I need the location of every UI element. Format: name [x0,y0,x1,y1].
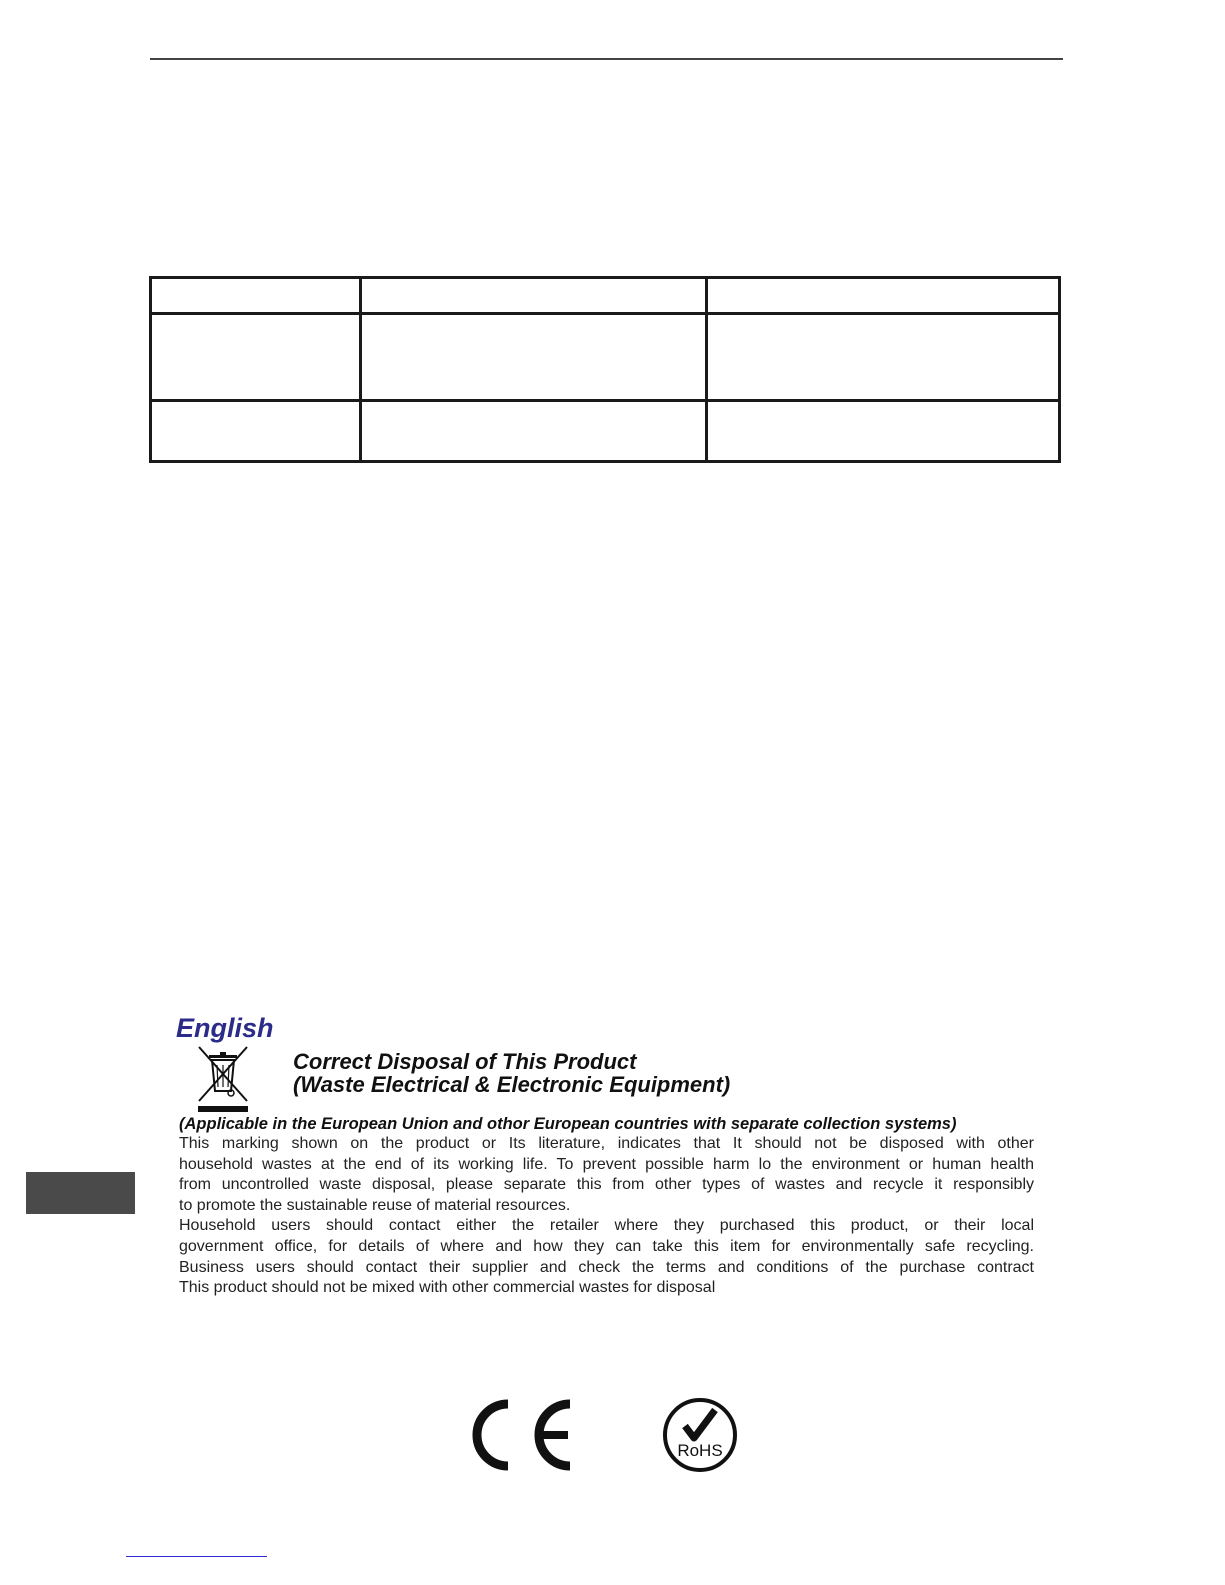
table-row [151,401,1060,462]
instruction-line: government office, for details of where and how they can take this item for environmentally safe recycling. [179,1237,1034,1255]
rohs-label: RoHS [677,1441,723,1460]
footer-link-underline [126,1556,267,1557]
table-row [151,278,1060,314]
instruction-line: Business users should contact their supplier and check the terms and conditions of the purchase contract [179,1258,1034,1276]
table-cell [361,278,707,314]
instruction-line: This product should not be mixed with other commercial wastes for disposal [179,1279,716,1297]
crossed-out-wheelie-bin-icon [195,1045,251,1115]
table-cell [707,278,1060,314]
empty-table [149,276,1061,463]
table-cell [361,313,707,401]
table-cell [151,401,361,462]
ce-mark-icon [472,1398,576,1472]
language-heading: English [176,1013,274,1043]
instruction-line: Household users should contact either the retailer where they purchased this product, or their local [179,1217,1034,1235]
table-cell [151,313,361,401]
disposal-instructions [179,1134,1034,1299]
table-cell [707,401,1060,462]
table-row [151,313,1060,401]
applicability-note: (Applicable in the European Union and othor European countries with separate collection systems) [179,1115,957,1133]
table-cell [707,313,1060,401]
language-side-tab [26,1172,135,1214]
table-cell [151,278,361,314]
instruction-line: to promote the sustainable reuse of material resources. [179,1196,571,1214]
instruction-line: from uncontrolled waste disposal, please separate this from other types of wastes and recycle it responsibly [179,1176,1034,1194]
disposal-title [293,1050,730,1096]
disposal-title-line1: Correct Disposal of This Product [293,1049,637,1074]
disposal-title-line2: (Waste Electrical & Electronic Equipment) [293,1072,731,1097]
instruction-line: household wastes at the end of its working life. To prevent possible harm lo the environment or human health [179,1155,1034,1173]
header-divider [150,58,1063,60]
instruction-line: This marking shown on the product or Its literature, indicates that It should not be disposed with other [179,1135,1034,1152]
rohs-check-icon [661,1396,739,1474]
table-cell [361,401,707,462]
